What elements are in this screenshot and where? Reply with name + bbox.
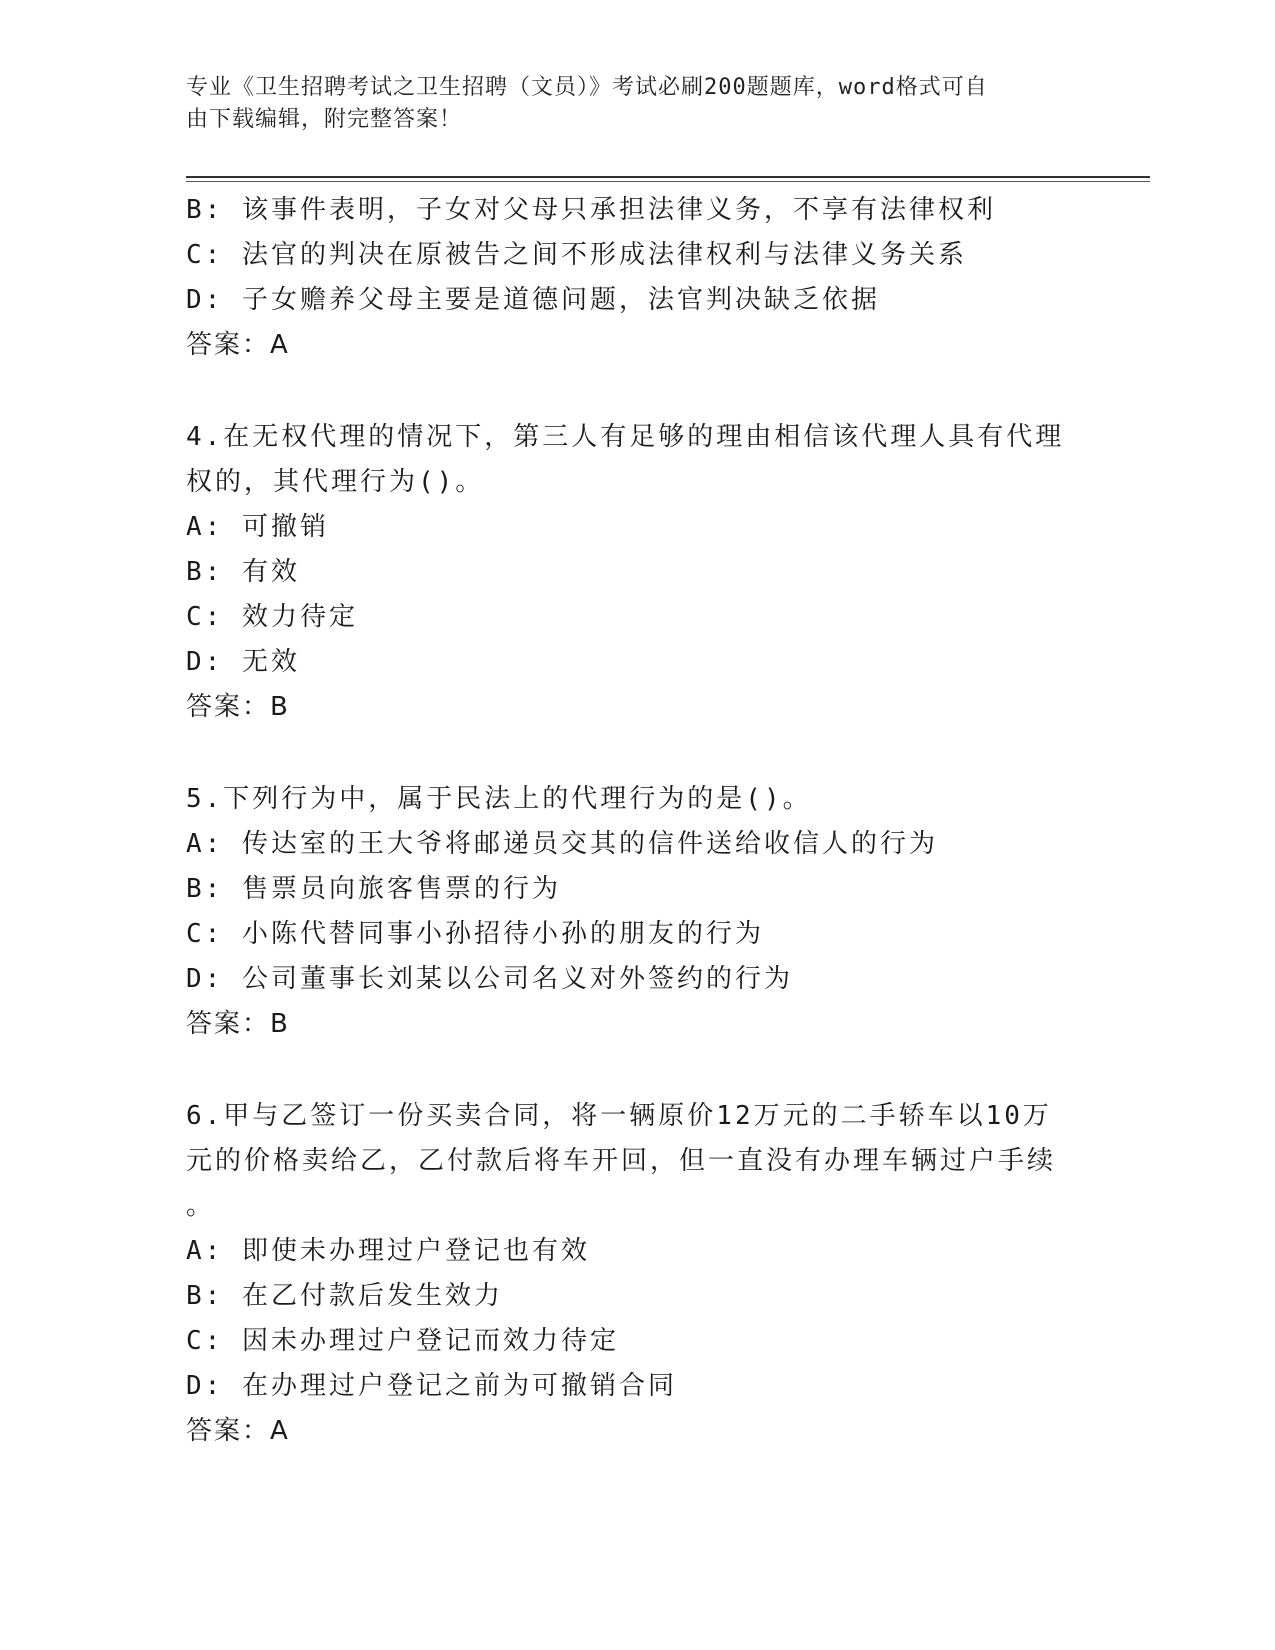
- q4-stem-line-2: 权的，其代理行为()。: [186, 467, 485, 497]
- q6-option-b: B: 在乙付款后发生效力: [186, 1281, 503, 1311]
- q4-option-a: A: 可撤销: [186, 512, 329, 542]
- question-spacer: [186, 368, 1066, 415]
- q5-stem-line-1: 5.下列行为中，属于民法上的代理行为的是()。: [186, 784, 812, 814]
- question-6: [186, 1094, 1066, 1454]
- question-5: [186, 777, 1066, 1047]
- q6-option-a: A: 即使未办理过户登记也有效: [186, 1236, 590, 1266]
- header-line-1: 专业《卫生招聘考试之卫生招聘（文员）》考试必刷200题题库，word格式可自: [186, 75, 988, 100]
- q5-option-a: A: 传达室的王大爷将邮递员交其的信件送给收信人的行为: [186, 829, 938, 859]
- q6-answer: 答案：A: [186, 1416, 290, 1446]
- q6-stem-line-3: 。: [186, 1191, 216, 1221]
- q5-answer: 答案：B: [186, 1009, 290, 1039]
- q4-option-d: D: 无效: [186, 647, 300, 677]
- document-header: [186, 72, 1066, 136]
- q3-option-b: B: 该事件表明，子女对父母只承担法律义务，不享有法律权利: [186, 195, 996, 225]
- q3-option-c: C: 法官的判决在原被告之间不形成法律权利与法律义务关系: [186, 240, 967, 270]
- q6-option-c: C: 因未办理过户登记而效力待定: [186, 1326, 619, 1356]
- question-3: [186, 188, 1066, 368]
- q4-option-c: C: 效力待定: [186, 602, 358, 632]
- q4-option-b: B: 有效: [186, 557, 300, 587]
- question-list: [186, 188, 1066, 1454]
- header-divider-thin: [186, 181, 1150, 182]
- header-line-2: 由下载编辑，附完整答案！: [186, 107, 463, 132]
- q5-option-b: B: 售票员向旅客售票的行为: [186, 874, 561, 904]
- question-4: [186, 415, 1066, 730]
- question-spacer: [186, 730, 1066, 777]
- q4-answer: 答案：B: [186, 692, 290, 722]
- q5-option-d: D: 公司董事长刘某以公司名义对外签约的行为: [186, 964, 793, 994]
- header-divider-thick: [186, 176, 1150, 178]
- q6-stem-line-1: 6.甲与乙签订一份买卖合同，将一辆原价12万元的二手轿车以10万: [186, 1101, 1052, 1131]
- q4-stem-line-1: 4.在无权代理的情况下，第三人有足够的理由相信该代理人具有代理: [186, 422, 1065, 452]
- q6-stem-line-2: 元的价格卖给乙，乙付款后将车开回，但一直没有办理车辆过户手续: [186, 1146, 1057, 1176]
- q3-answer: 答案：A: [186, 330, 290, 360]
- q6-option-d: D: 在办理过户登记之前为可撤销合同: [186, 1371, 677, 1401]
- q5-option-c: C: 小陈代替同事小孙招待小孙的朋友的行为: [186, 919, 764, 949]
- q3-option-d: D: 子女赡养父母主要是道德问题，法官判决缺乏依据: [186, 285, 880, 315]
- question-spacer: [186, 1047, 1066, 1094]
